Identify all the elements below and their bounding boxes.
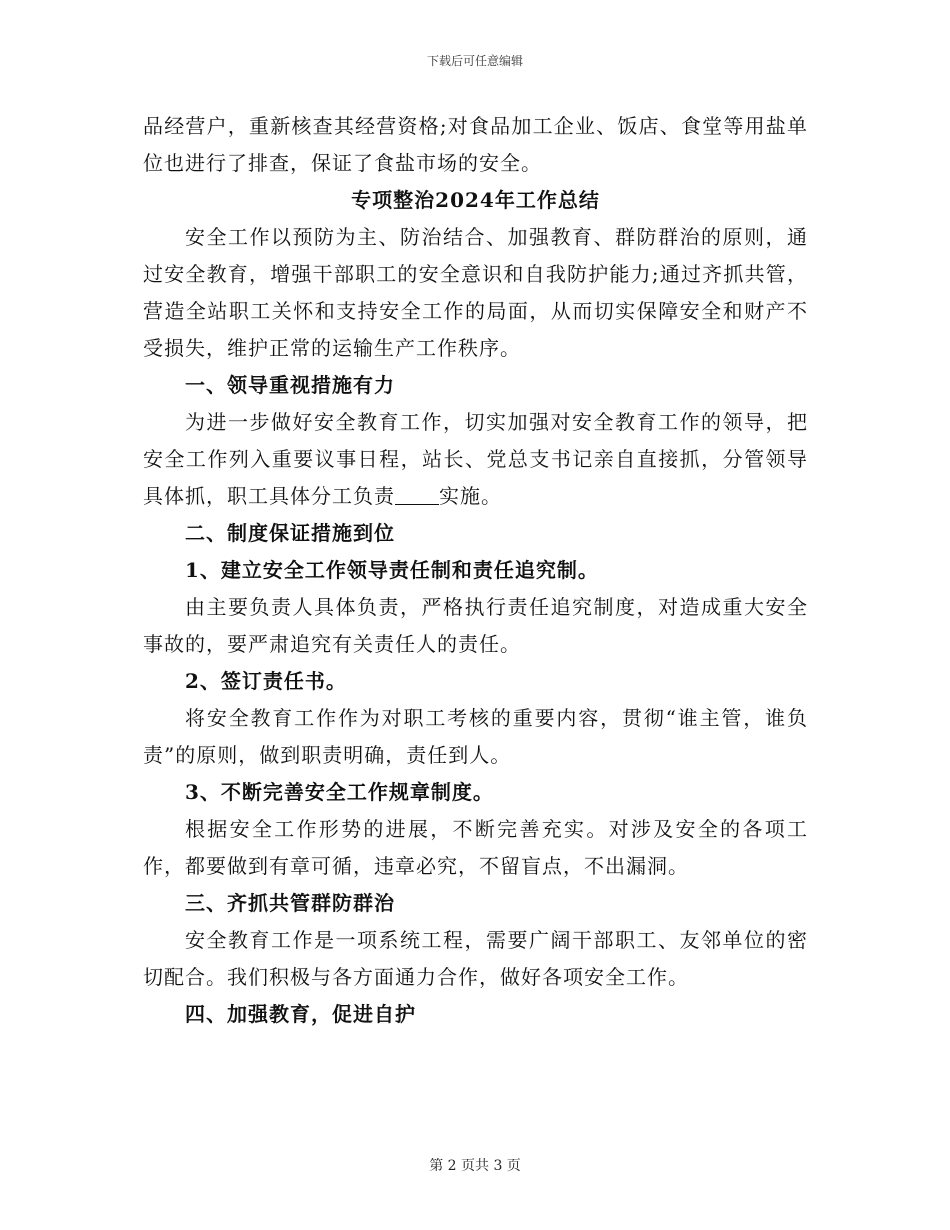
section-1-paragraph (143, 404, 808, 515)
section-heading-2: 二、制度保证措施到位 (185, 521, 395, 545)
section-3-paragraph: 安全教育工作是一项系统工程，需要广阔干部职工、友邻单位的密切配合。我们积极与各方面通力合作，做好各项安全工作。 (143, 928, 808, 989)
section-heading-3: 三、齐抓共管群防群治 (185, 891, 395, 915)
page-number: 第 2 页共 3 页 (429, 1158, 521, 1174)
subsection-heading-2-3: 3、不断完善安全工作规章制度。 (185, 780, 494, 804)
section-heading-4: 四、加强教育，促进自护 (185, 1002, 416, 1026)
intro-paragraph: 品经营户，重新核查其经营资格;对食品加工企业、饭店、食堂等用盐单位也进行了排查，保证了食盐市场的安全。 (143, 114, 808, 175)
document-title: 专项整治2024年工作总结 (351, 188, 600, 212)
blank-underline (395, 484, 439, 505)
section-heading-1: 一、领导重视措施有力 (185, 373, 395, 397)
document-body (143, 108, 808, 1033)
section-1-text: 为进一步做好安全教育工作，切实加强对安全教育工作的领导，把安全工作列入重要议事日程，站长、党总支书记亲自直接抓，分管领导具体抓，职工具体分工负责 (143, 410, 808, 508)
summary-paragraph: 安全工作以预防为主、防治结合、加强教育、群防群治的原则，通过安全教育，增强干部职工的安全意识和自我防护能力;通过齐抓共管，营造全站职工关怀和支持安全工作的局面，从而切实保障安全和财产不受损失，维护正常的运输生产工作秩序。 (143, 225, 808, 360)
subsection-2-3-paragraph: 根据安全工作形势的进展，不断完善充实。对涉及安全的各项工作，都要做到有章可循，违章必究，不留盲点，不出漏洞。 (143, 817, 808, 878)
subsection-2-1-paragraph: 由主要负责人具体负责，严格执行责任追究制度，对造成重大安全事故的，要严肃追究有关责任人的责任。 (143, 595, 808, 656)
subsection-heading-2-1: 1、建立安全工作领导责任制和责任追究制。 (185, 558, 599, 582)
subsection-heading-2-2: 2、签订责任书。 (185, 669, 347, 693)
section-1-text-end: 实施。 (439, 484, 502, 508)
subsection-2-2-paragraph: 将安全教育工作作为对职工考核的重要内容，贯彻“谁主管，谁负责”的原则，做到职责明确，责任到人。 (143, 706, 808, 767)
header-note: 下载后可任意编辑 (426, 54, 523, 68)
